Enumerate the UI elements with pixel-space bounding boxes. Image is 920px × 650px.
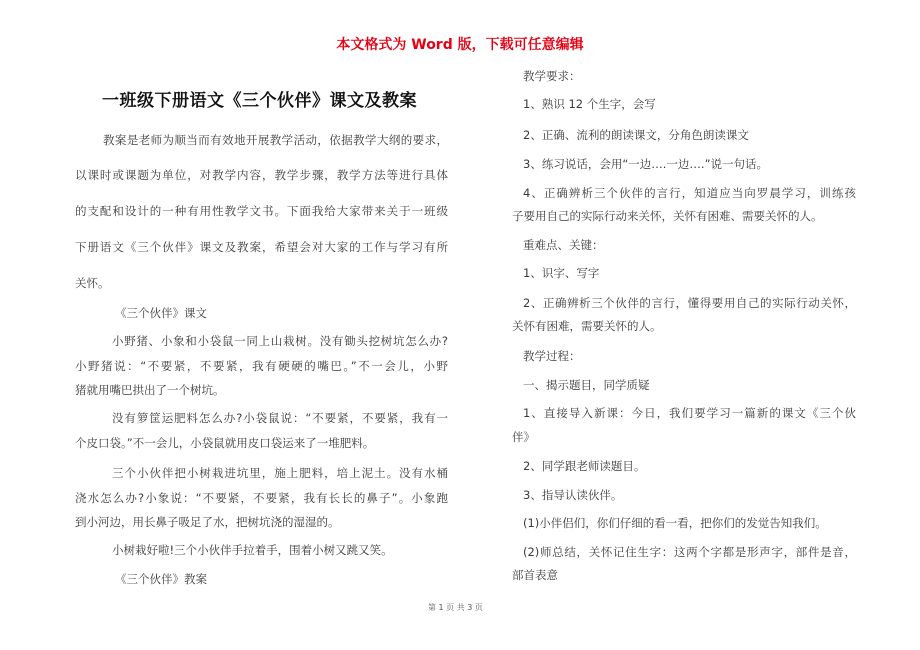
paragraph-line: 教学要求：	[523, 69, 581, 83]
paragraph-line: 1、熟识 12 个生字，会写	[523, 97, 656, 111]
paragraph-line: 2、同学跟老师读题目。	[523, 459, 646, 473]
paragraph-line: 下册语文《三个伙伴》课文及教案，希望会对大家的工作与学习有所	[75, 240, 448, 254]
paragraph-line: 子要用自己的实际行动来关怀，关怀有困难、需要关怀的人。	[512, 209, 823, 223]
paragraph-line: 4、正确辨析三个伙伴的言行，知道应当向罗晨学习，训练孩	[523, 186, 856, 200]
paragraph-line: 一、揭示题目，同学质疑	[523, 378, 650, 392]
paragraph-line: 三个小伙伴把小树栽进坑里，施上肥料，培上泥土。没有水桶	[112, 466, 448, 480]
page-footer: 第 1 页 共 3 页	[428, 603, 483, 612]
paragraph-line: 2、正确辨析三个伙伴的言行，懂得要用自己的实际行动关怀，	[523, 296, 856, 310]
paragraph-line: 猪就用嘴巴拱出了一个树坑。	[75, 383, 225, 397]
paragraph-line: 伴》	[512, 430, 535, 444]
paragraph-line: 关怀。	[75, 276, 110, 290]
paragraph-line: 《三个伙伴》教案	[115, 572, 207, 586]
paragraph-line: 《三个伙伴》课文	[115, 306, 207, 320]
paragraph-line: (1)小伴侣们，你们仔细的看一看，把你们的发觉告知我们。	[523, 516, 827, 530]
paragraph-line: 教案是老师为顺当而有效地开展教学活动，依据教学大纲的要求，	[103, 133, 448, 147]
paragraph-line: 以课时或课题为单位，对教学内容，教学步骤，教学方法等进行具体	[75, 168, 448, 182]
paragraph-line: 小野猪说：“不要紧，不要紧，我有硬硬的嘴巴。”不一会儿，小野	[75, 359, 448, 373]
paragraph-line: 小野猪、小象和小袋鼠一同上山栽树。没有锄头挖树坑怎么办?	[112, 334, 448, 348]
paragraph-line: 3、练习说话，会用“一边….一边….”说一句话。	[523, 157, 769, 171]
paragraph-line: 部首表意	[512, 568, 558, 582]
paragraph-line: 关怀有困难，需要关怀的人。	[512, 319, 662, 333]
paragraph-line: 2、正确、流利的朗读课文，分角色朗读课文	[523, 128, 749, 142]
paragraph-line: 个皮口袋。”不一会儿，小袋鼠就用皮口袋运来了一堆肥料。	[75, 436, 375, 450]
paragraph-line: (2)师总结，关怀记住生字：这两个字都是形声字，部件是音，	[523, 545, 856, 559]
paragraph-line: 教学过程：	[523, 349, 581, 363]
paragraph-line: 浇水怎么办?小象说：“不要紧，不要紧，我有长长的鼻子”。小象跑	[75, 491, 448, 505]
paragraph-line: 3、指导认读伙伴。	[523, 488, 623, 502]
document-title: 一班级下册语文《三个伙伴》课文及教案	[102, 91, 417, 111]
word-format-banner: 本文格式为 Word 版，下载可任意编辑	[336, 37, 584, 53]
paragraph-line: 的支配和设计的一种有用性教学文书。下面我给大家带来关于一班级	[75, 204, 448, 218]
paragraph-line: 1、直接导入新课：今日，我们要学习一篇新的课文《三个伙	[523, 406, 856, 420]
paragraph-line: 没有箩筐运肥料怎么办?小袋鼠说：“不要紧，不要紧，我有一	[112, 411, 448, 425]
paragraph-line: 小树栽好啦!三个小伙伴手拉着手，围着小树又跳又笑。	[112, 543, 393, 557]
paragraph-line: 1、识字、写字	[523, 266, 600, 280]
paragraph-line: 重难点、关键：	[523, 238, 604, 252]
paragraph-line: 到小河边，用长鼻子吸足了水，把树坑浇的湿湿的。	[75, 515, 340, 529]
